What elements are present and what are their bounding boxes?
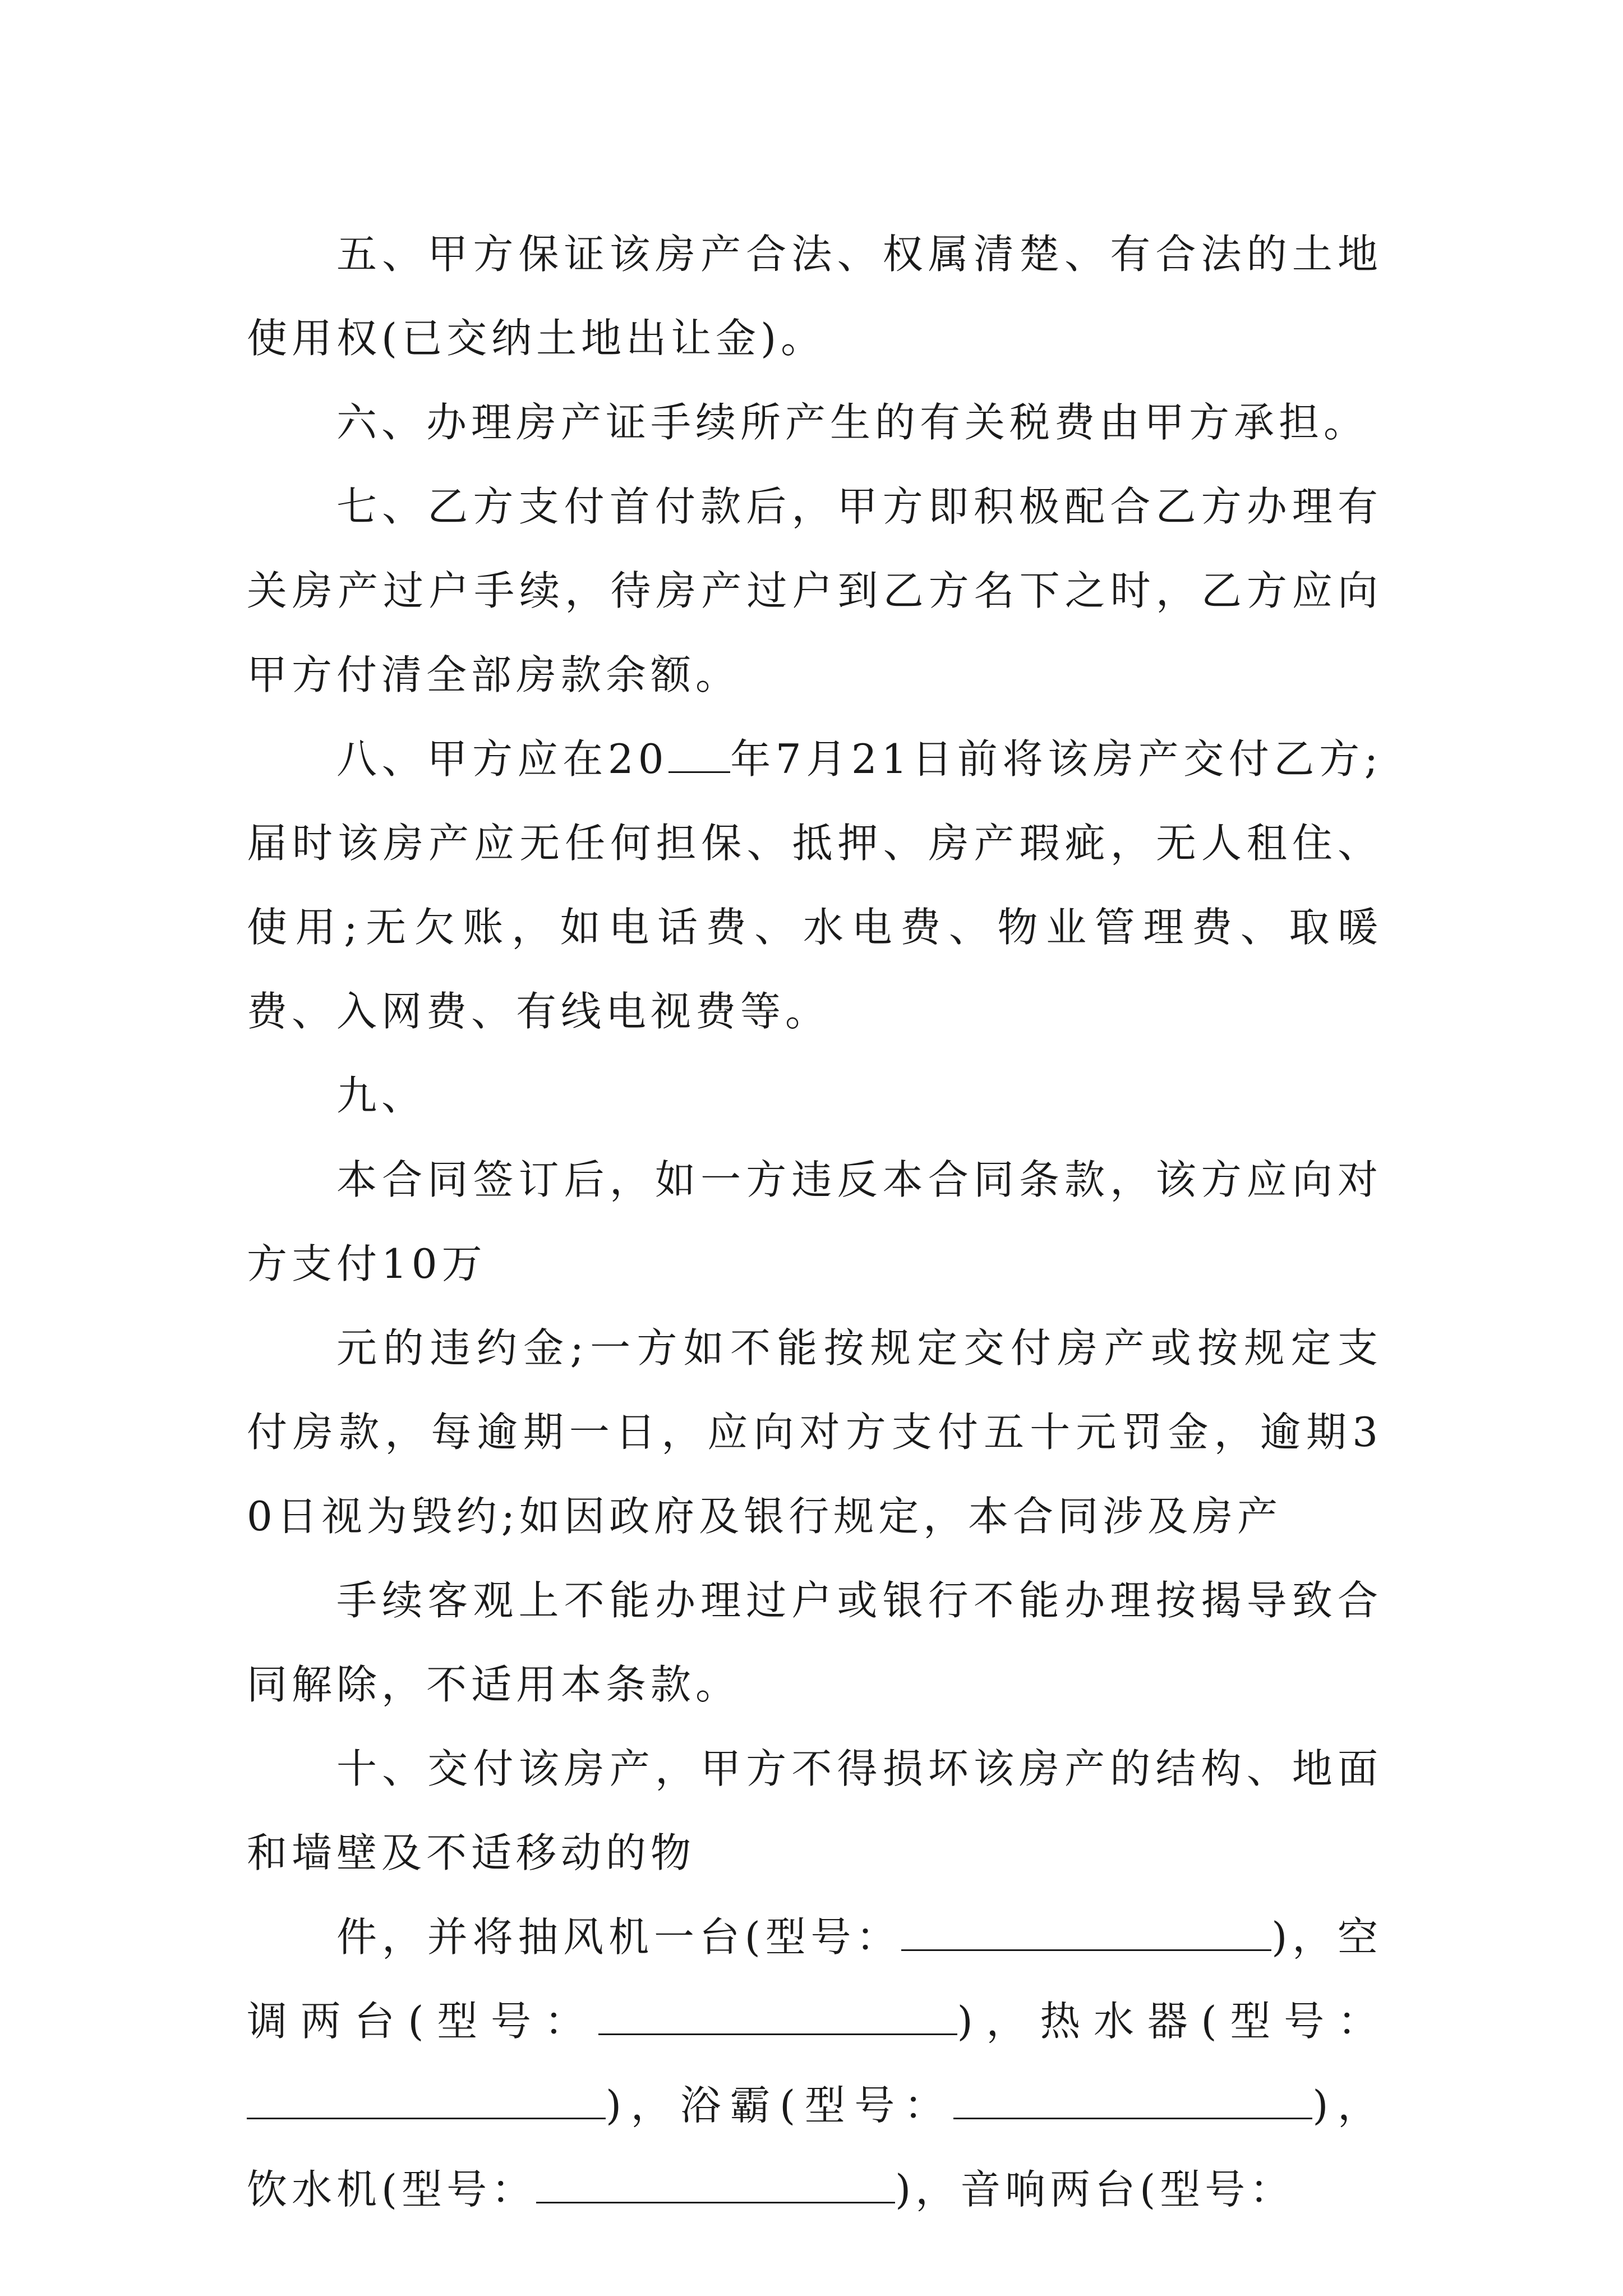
clause-9-late-payment: 元的违约金;一方如不能按规定交付房产或按规定支付房款，每逾期一日，应向对方支付五十元罚金，逾期30日视为毁约;如因政府及银行规定，本合同涉及房产 <box>247 1324 1382 1540</box>
year-blank <box>668 731 730 773</box>
clause-9-penalty: 本合同签订后，如一方违反本合同条款，该方应向对方支付10万 <box>247 1156 1382 1287</box>
water-heater-model-blank <box>247 2077 606 2119</box>
clause-8-part-b: 年7月21日前将该房产交付乙方;届时该房产应无任何担保、抵押、房产瑕疵，无人租住、使用;无欠账，如电话费、水电费、物业管理费、取暖费、入网费、有线电视费等。 <box>247 735 1382 1035</box>
clause-7: 七、乙方支付首付款后，甲方即积极配合乙方办理有关房产过户手续，待房产过户到乙方名下之时，乙方应向甲方付清全部房款余额。 <box>247 483 1382 698</box>
item-water-dispenser: )，饮水机(型号： <box>247 2082 1382 2213</box>
clause-9: 九、 <box>336 1072 427 1119</box>
clause-10: 十、交付该房产，甲方不得损坏该房产的结构、地面和墙壁及不适移动的物 <box>247 1745 1382 1876</box>
water-dispenser-model-blank <box>536 2161 895 2203</box>
item-exhaust-fan: 件，并将抽风机一台(型号： <box>336 1913 902 1961</box>
item-bath-heater: )，浴霸(型号： <box>606 2082 954 2129</box>
clause-9-exception: 手续客观上不能办理过户或银行不能办理按揭导致合同解除，不适用本条款。 <box>247 1577 1382 1708</box>
exhaust-fan-model-blank <box>901 1909 1271 1951</box>
item-air-conditioner: )，空调两台(型号： <box>247 1913 1383 2045</box>
clause-10-items <box>247 1895 1382 2231</box>
clause-5: 五、甲方保证该房产合法、权属清楚、有合法的土地使用权(已交纳土地出让金)。 <box>247 231 1382 362</box>
contract-body <box>247 212 1382 2231</box>
item-water-heater: )，热水器(型号： <box>957 1998 1382 2045</box>
clause-6: 六、办理房产证手续所产生的有关税费由甲方承担。 <box>336 399 1369 446</box>
item-speakers: )，音响两台(型号： <box>895 2166 1295 2213</box>
clause-8 <box>247 717 1382 1053</box>
clause-8-part-a: 八、甲方应在20 <box>336 735 668 783</box>
air-conditioner-model-blank <box>598 1993 957 2035</box>
bath-heater-model-blank <box>953 2077 1312 2119</box>
